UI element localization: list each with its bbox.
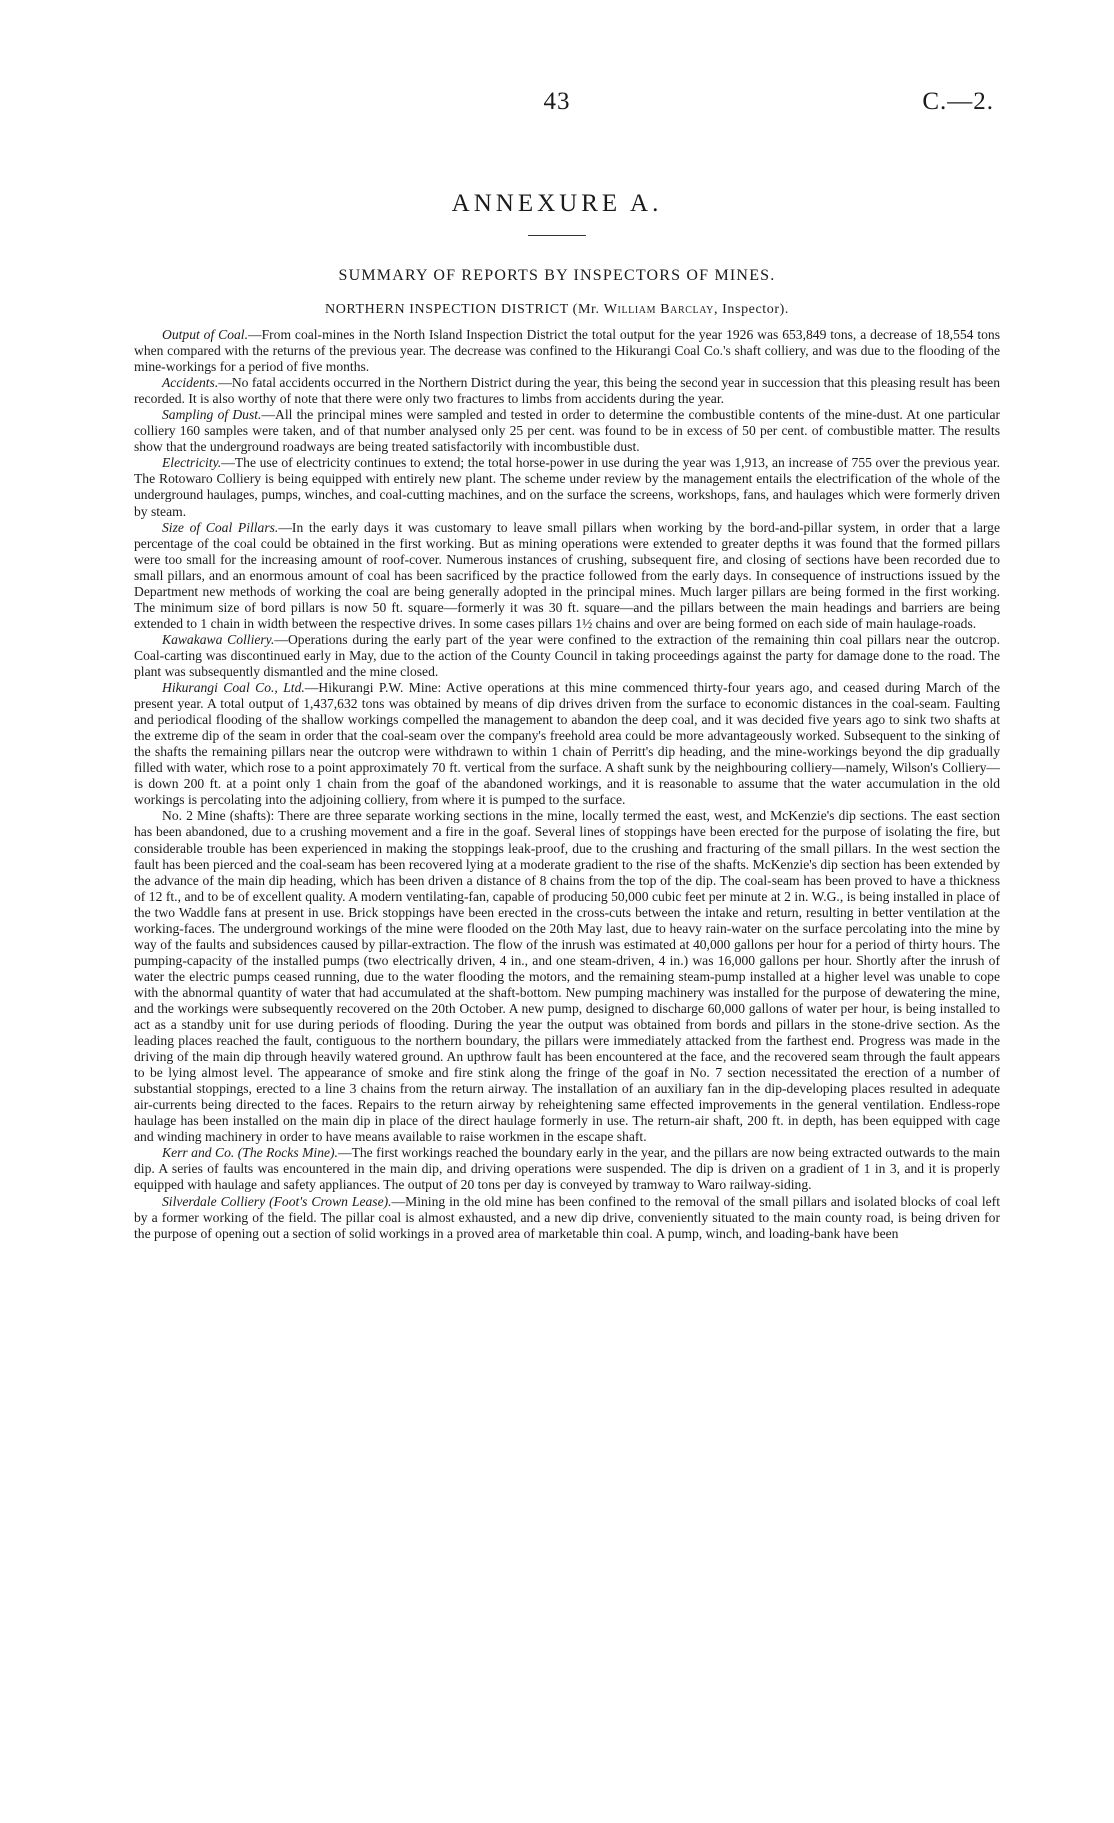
paragraph-text: No. 2 Mine (shafts): There are three separate working sections in the mine, locally termed the east, west, and McKenzie's dip sections. The east section has been abandoned, due to a crushing movement and a fire in the goaf. Several lines of stoppings have been erected for the purpose of isolating the fire, but considerable trouble has been experienced in making the stoppings leak-proof, due to the crushing and fracturing of the small pillars. In the west section the fault has been pierced and the coal-seam has been recovered lying at a moderate gradient to the rise of the shafts. McKenzie's dip section has been extended by the advance of the main dip heading, which has been driven a distance of 8 chains from the top of the dip. The coal-seam has been proved to have a thickness of 12 ft., and to be of excellent quality. A modern ventilating-fan, capable of producing 50,000 cubic feet per minute at 2 in. W.G., is being installed in place of the two Waddle fans at present in use. Brick stoppings have been erected in the cross-cuts between the intake and return, resulting in better ventilation at the working-faces. The underground workings of the mine were flooded on the 20th May last, due to heavy rain-water on the surface percolating into the mine by way of the faults and subsidences caused by pillar-extraction. The flow of the inrush was estimated at 40,000 gallons per hour for a period of thirty hours. The pumping-capacity of the installed pumps (two electrically driven, 4 in., and one steam-driven, 4 in.) was 16,000 gallons per hour. Shortly after the inrush of water the electric pumps ceased running, due to the water flooding the motors, and the remaining steam-pump installed at a higher level was unable to cope with the abnormal quantity of water that had accumulated at the shaft-bottom. New pumping machinery was installed for the purpose of dewatering the mine, and the workings were subsequently recovered on the 20th October. A new pump, designed to discharge 60,000 gallons of water per hour, is being installed to act as a standby unit for use during periods of flooding. During the year the output was obtained from bords and pillars in the stone-drive section. As the leading places reached the fault, contiguous to the northern boundary, the pillars were immediately attacked from the farthest end. Progress was made in the driving of the main dip through heavily watered ground. An upthrow fault has been encountered at the face, and the recovered seam through the fault appears to be lying almost level. The appearance of smoke and fire stink along the fringe of the goaf in No. 7 section necessitated the erection of a number of substantial stoppings, erected to a line 3 chains from the return airway. The installation of an auxiliary fan in the dip-developing places resulted in adequate air-currents being directed to the faces. Repairs to the return airway by reheightening same effected improvements in the general ventilation. Endless-rope haulage has been installed on the main dip in place of the direct haulage formerly in use. The return-air shaft, 200 ft. in depth, has been equipped with cage and winding machinery in order to have means available to raise workmen in the escape shaft. [134, 808, 1000, 1145]
paragraph-text: —Hikurangi P.W. Mine: Active operations at this mine commenced thirty-four years ago, and ceased during March of the present year. A total output of 1,437,632 tons was obtained by means of dip drives driven from the surface to economic distances in the coal-seam. Faulting and periodical flooding of the shallow workings compelled the management to abandon the deep coal, and it was decided five years ago to sink two shafts at the extreme dip of the seam in order that the coal-seam over the company's freehold area could be more advantageously worked. Subsequent to the sinking of the shafts the remaining pillars near the outcrop were withdrawn to within 1 chain of Perritt's dip heading, and the mine-workings beyond the dip gradually filled with water, which rose to a point approximately 70 ft. vertical from the surface. A shaft sunk by the neighbouring colliery—namely, Wilson's Colliery—is down 200 ft. at a point only 1 chain from the goaf of the abandoned workings, and it is reasonable to assume that the water accumulation in the old workings is percolating into the adjoining colliery, from where it is pumped to the surface. [134, 680, 1000, 808]
paragraph-silverdale-colliery [134, 1194, 1000, 1242]
paragraph-lead: Silverdale Colliery (Foot's Crown Lease). [162, 1193, 392, 1209]
report-body [134, 327, 1000, 1242]
paragraph-lead: Output of Coal. [162, 327, 248, 342]
paragraph-lead: Kerr and Co. (The Rocks Mine). [162, 1145, 338, 1161]
paragraph-sampling-of-dust [134, 407, 1000, 455]
paragraph-no2-mine-shafts [134, 808, 1000, 1145]
paragraph-text: —The first workings reached the boundary early in the year, and the pillars are now being extracted outwards to the main dip. A series of faults was encountered in the main dip, and driving operations were suspended. The dip is driven on a gradient of 1 in 3, and it is properly equipped with haulage and safety appliances. The output of 20 tons per day is conveyed by tramway to Waro railway-siding. [134, 1145, 1000, 1193]
district-heading [0, 302, 1114, 318]
paragraph-output-of-coal [134, 327, 1000, 375]
document-code: C.—2. [922, 88, 994, 115]
paragraph-text: —Operations during the early part of the year were confined to the extraction of the remaining thin coal pillars near the outcrop. Coal-carting was discontinued early in May, due to the action of the County Council in taking proceedings against the party for damage done to the road. The plant was subsequently dismantled and the mine closed. [134, 631, 1000, 679]
district-heading-text: NORTHERN INSPECTION DISTRICT (Mr. [324, 302, 600, 317]
page-number: 43 [543, 88, 571, 115]
paragraph-hikurangi-coal-co [134, 680, 1000, 808]
paragraph-lead: Kawakawa Colliery. [162, 631, 275, 647]
paragraph-kawakawa-colliery [134, 632, 1000, 680]
paragraph-lead: Size of Coal Pillars. [162, 519, 279, 535]
paragraph-electricity [134, 455, 1000, 519]
paragraph-text: —All the principal mines were sampled and tested in order to determine the combustible contents of the mine-dust. At one particular colliery 160 samples were taken, and of that number analysed only 25 per cent. was found to be in excess of 50 per cent. of combustible matter. The results show that the underground roadways are being treated satisfactorily with incombustible dust. [134, 407, 1000, 455]
annexure-title: ANNEXURE A. [451, 190, 663, 217]
paragraph-lead: Hikurangi Coal Co., Ltd. [162, 680, 305, 696]
paragraph-kerr-and-co [134, 1145, 1000, 1193]
paragraph-text: —In the early days it was customary to leave small pillars when working by the bord-and-pillar system, in order that a large percentage of the coal could be obtained in the first working. But as mining operations were extended to greater depths it was found that the formed pillars were too small for the increasing amount of roof-cover. Numerous instances of crushing, subsequent fire, and closing of sections have been recorded due to small pillars, and an enormous amount of coal has been sacrificed by the practice followed from the early days. In consequence of instructions issued by the Department new methods of working the coal are being generally adopted in the principal mines. Much larger pillars are being formed in the first working. The minimum size of bord pillars is now 50 ft. square—formerly it was 30 ft. square—and the pillars between the main headings and barriers are being extended to 1 chain in width between the respective drives. In some cases pillars 1½ chains and over are being formed on each side of main haulage-roads. [134, 519, 1000, 631]
paragraph-accidents [134, 375, 1000, 407]
summary-heading: SUMMARY OF REPORTS BY INSPECTORS OF MINES. [338, 267, 776, 284]
paragraph-text: —Mining in the old mine has been confined to the removal of the small pillars and isolated blocks of coal left by a former working of the field. The pillar coal is almost exhausted, and a new dip drive, conveniently situated to the main county road, is being driven for the purpose of opening out a section of solid workings in a proved area of marketable thin coal. A pump, winch, and loading-bank have been [134, 1193, 1000, 1241]
paragraph-lead: Accidents. [162, 375, 219, 391]
paragraph-size-of-coal-pillars [134, 520, 1000, 632]
paragraph-text: —From coal-mines in the North Island Inspection District the total output for the year 1926 was 653,849 tons, a decrease of 18,554 tons when compared with the returns of the previous year. The decrease was confined to the Hikurangi Coal Co.'s shaft colliery, and was due to the flooding of the mine-workings for a period of five months. [134, 327, 1000, 375]
paragraph-text: —No fatal accidents occurred in the Northern District during the year, this being the second year in succession that this pleasing result has been recorded. It is also worthy of note that there were only two fractures to limbs from accidents during the year. [134, 375, 1000, 407]
inspector-role: , Inspector). [713, 302, 790, 317]
paragraph-lead: Electricity. [162, 455, 222, 471]
title-divider [528, 235, 586, 236]
paragraph-lead: Sampling of Dust. [162, 407, 262, 423]
inspector-name: William Barclay [603, 302, 714, 317]
paragraph-text: —The use of electricity continues to extend; the total horse-power in use during the year was 1,913, an increase of 755 over the previous year. The Rotowaro Colliery is being equipped with entirely new plant. The scheme under review by the management entails the electrification of the whole of the underground haulages, pumps, winches, and coal-cutting machines, and on the surface the screens, workshops, fans, and haulages which were formerly driven by steam. [134, 455, 1000, 519]
